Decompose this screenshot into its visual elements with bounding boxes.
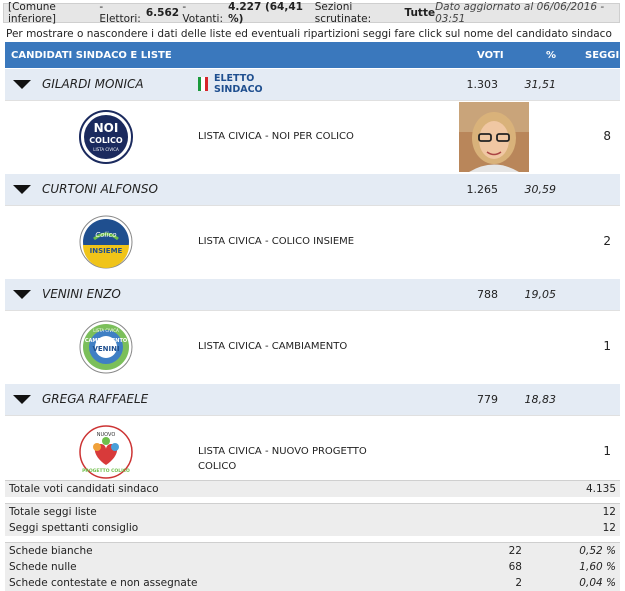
svg-text:LISTA CIVICA: LISTA CIVICA	[93, 328, 119, 333]
elected-line2: SINDACO	[214, 84, 263, 95]
list-name: LISTA CIVICA - CAMBIAMENTO	[198, 341, 348, 352]
candidate-name[interactable]: GILARDI MONICA	[42, 77, 144, 91]
candidate-row[interactable]	[5, 278, 620, 310]
svg-text:VENINI: VENINI	[92, 345, 120, 353]
table-header	[5, 42, 620, 68]
list-seats: 2	[603, 234, 611, 248]
noi-per-colico-logo-icon	[79, 110, 133, 164]
list-name: LISTA CIVICA - COLICO INSIEME	[198, 236, 355, 247]
sections-value: Tutte	[404, 7, 436, 19]
blank-pct: 0,52 %	[579, 545, 616, 557]
list-row	[5, 100, 620, 173]
candidate-name[interactable]: CURTONI ALFONSO	[42, 182, 158, 196]
candidate-photo	[459, 102, 529, 172]
collapse-triangle-icon[interactable]	[13, 185, 31, 194]
candidate-votes: 1.265	[466, 183, 498, 196]
instructions-text: Per mostrare o nascondere i dati delle liste ed eventuali ripartizioni seggi fare click sul nome del candidato sindaco	[6, 28, 612, 40]
blank-value: 22	[508, 545, 522, 557]
blank-label: Schede bianche	[9, 545, 93, 557]
contested-label: Schede contestate e non assegnate	[9, 577, 198, 589]
contested-ballots-row	[5, 575, 620, 591]
list-seats: 8	[603, 129, 611, 143]
header-seats: SEGGI	[585, 49, 620, 61]
svg-text:LISTA CIVICA: LISTA CIVICA	[93, 147, 119, 152]
elected-badge	[198, 73, 263, 95]
seats-lists-label: Totale seggi liste	[9, 506, 97, 518]
candidate-name[interactable]: VENINI ENZO	[42, 287, 121, 301]
seats-council-label: Seggi spettanti consiglio	[9, 522, 139, 534]
list-seats: 1	[603, 444, 611, 458]
electors-label: - Elettori:	[99, 1, 141, 25]
svg-text:Colico: Colico	[95, 231, 117, 239]
candidate-row[interactable]	[5, 68, 620, 100]
svg-text:COLICO: COLICO	[89, 136, 123, 145]
list-row	[5, 205, 620, 278]
candidate-pct: 31,51	[524, 78, 556, 91]
list-name: LISTA CIVICA - NOI PER COLICO	[198, 131, 354, 142]
null-value: 68	[508, 561, 522, 573]
candidate-votes: 779	[477, 393, 498, 406]
elected-line1: ELETTO	[214, 73, 255, 84]
candidate-pct: 30,59	[524, 183, 556, 196]
collapse-triangle-icon[interactable]	[13, 80, 31, 89]
null-label: Schede nulle	[9, 561, 77, 573]
collapse-triangle-icon[interactable]	[13, 395, 31, 404]
voters-value: 4.227 (64,41 %)	[228, 1, 303, 25]
italian-flag-icon	[198, 77, 208, 91]
collapse-triangle-icon[interactable]	[13, 290, 31, 299]
candidate-pct: 18,83	[524, 393, 556, 406]
svg-text:NOI: NOI	[93, 121, 119, 135]
svg-text:INSIEME: INSIEME	[89, 247, 123, 255]
status-bar	[3, 3, 620, 23]
seats-lists-value: 12	[602, 506, 616, 518]
update-timestamp: Dato aggiornato al 06/06/2016 - 03:51	[435, 1, 605, 25]
nuovo-progetto-colico-logo-icon	[79, 425, 133, 479]
results-table	[5, 42, 620, 488]
header-candidates: CANDIDATI SINDACO E LISTE	[11, 49, 172, 61]
level-label: [Comune inferiore]	[8, 1, 57, 25]
sections-label: Sezioni scrutinate:	[314, 1, 372, 25]
list-seats: 1	[603, 339, 611, 353]
total-votes-value: 4.135	[585, 483, 616, 495]
seats-lists-row	[5, 503, 620, 520]
total-votes-label: Totale voti candidati sindaco	[9, 483, 159, 495]
list-name: LISTA CIVICA - NUOVO PROGETTO COLICO	[198, 446, 367, 472]
list-row	[5, 415, 620, 488]
candidate-votes: 788	[477, 288, 498, 301]
contested-pct: 0,04 %	[579, 577, 616, 589]
null-ballots-row	[5, 559, 620, 575]
blank-ballots-row	[5, 542, 620, 559]
totals-section	[5, 480, 620, 591]
null-pct: 1,60 %	[579, 561, 616, 573]
candidate-name[interactable]: GREGA RAFFAELE	[42, 392, 149, 406]
voters-label: - Votanti:	[182, 1, 223, 25]
colico-insieme-logo-icon	[79, 215, 133, 269]
svg-text:CAMBIAMENTO: CAMBIAMENTO	[84, 338, 128, 344]
list-row	[5, 310, 620, 383]
candidate-row[interactable]	[5, 173, 620, 205]
seats-council-row	[5, 520, 620, 536]
seats-council-value: 12	[602, 522, 616, 534]
total-votes-row	[5, 480, 620, 497]
header-votes: VOTI	[477, 49, 504, 61]
contested-value: 2	[515, 577, 522, 589]
electors-value: 6.562	[145, 7, 180, 19]
candidate-pct: 19,05	[524, 288, 556, 301]
svg-text:PROGETTO COLICO: PROGETTO COLICO	[82, 469, 130, 474]
header-pct: %	[546, 49, 557, 61]
cambiamento-logo-icon	[79, 320, 133, 374]
candidate-row[interactable]	[5, 383, 620, 415]
svg-text:NUOVO: NUOVO	[96, 432, 116, 438]
candidate-votes: 1.303	[466, 78, 498, 91]
